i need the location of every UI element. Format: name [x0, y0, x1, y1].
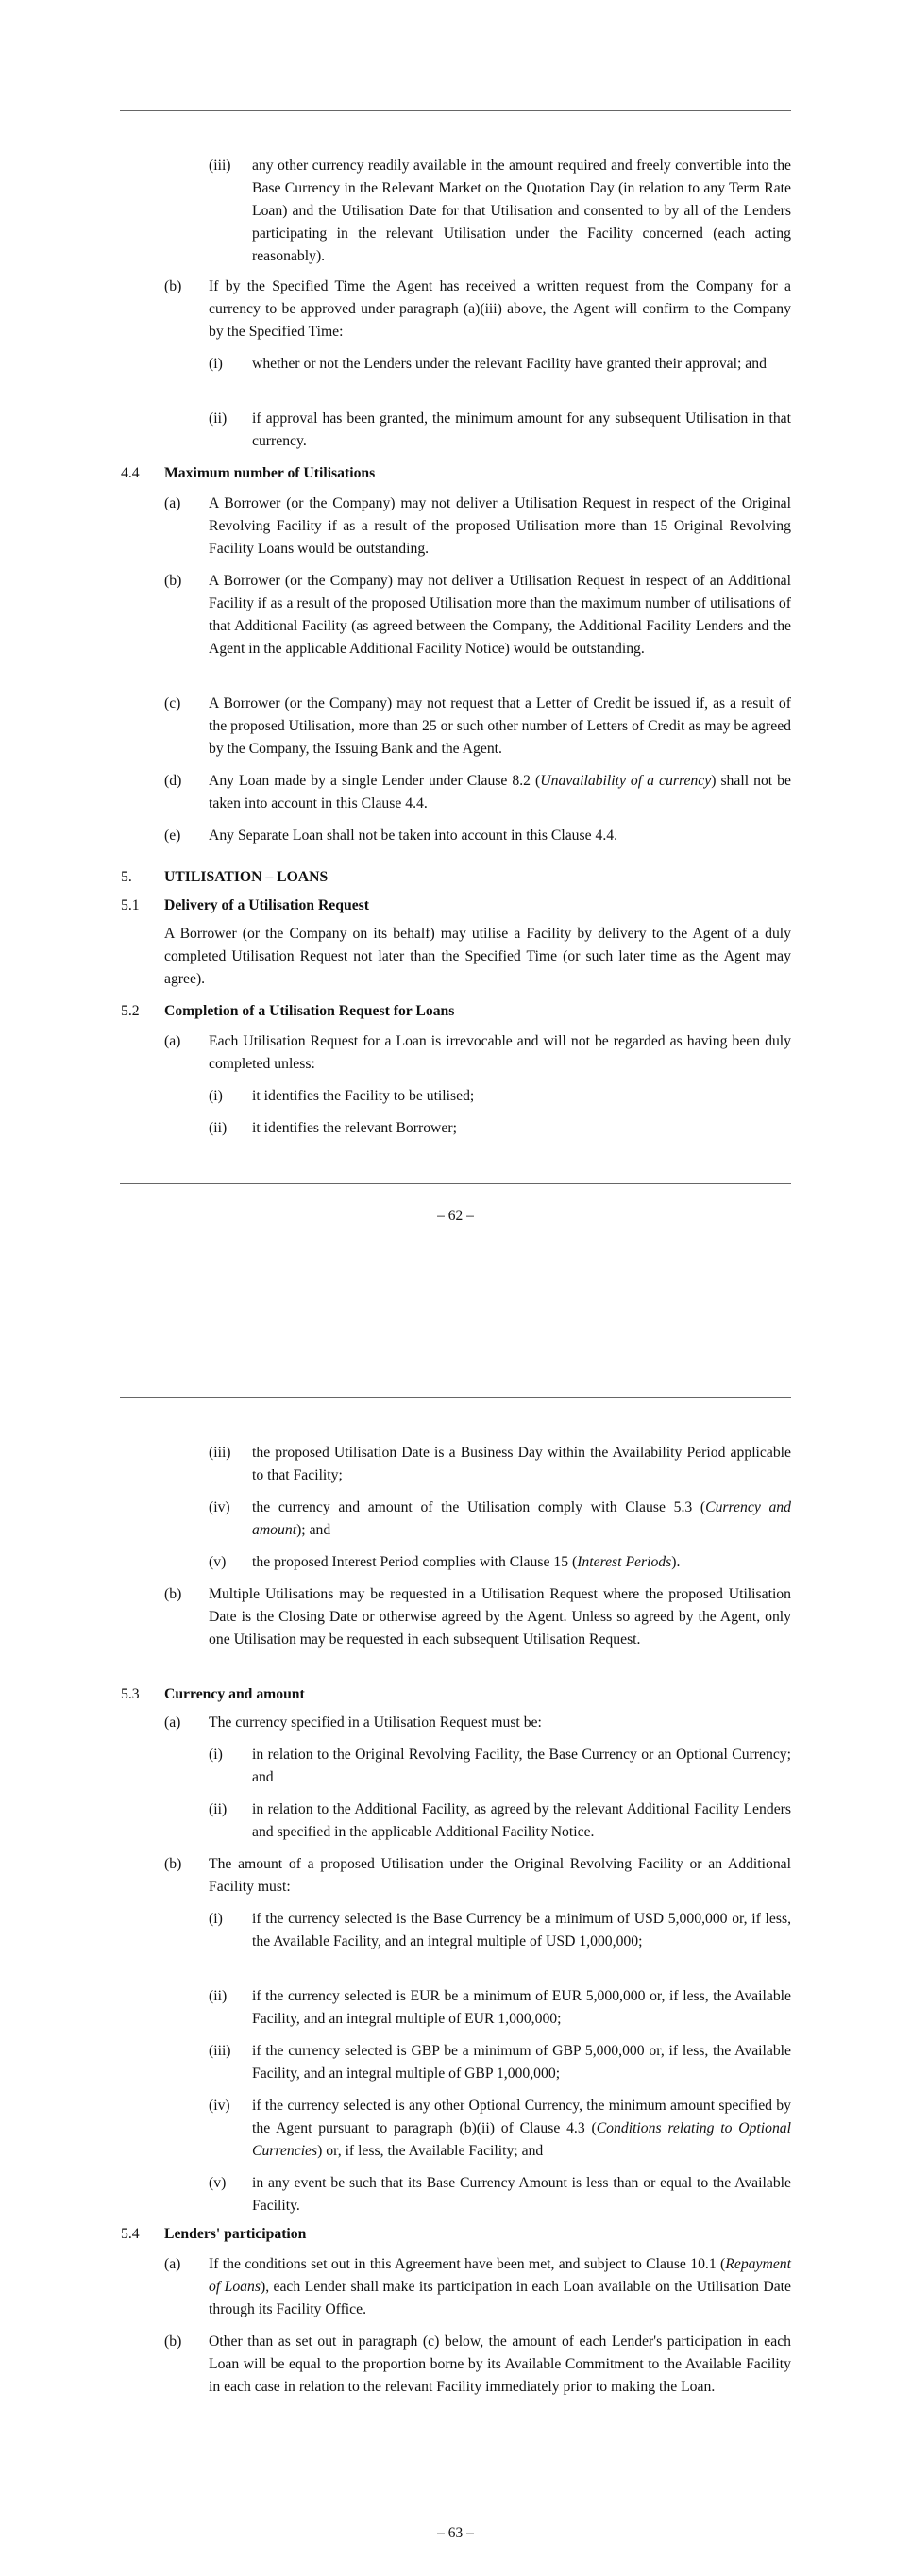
clause-label: (ii)	[209, 1801, 228, 1817]
section-heading: UTILISATION – LOANS	[164, 869, 329, 885]
clause-text: if the currency selected is the Base Currency be a minimum of USD 5,000,000 or, if less, the Available Facility, and an integral multiple of USD 1,000,000;	[252, 1911, 791, 1949]
section-heading: Maximum number of Utilisations	[164, 465, 376, 481]
clause-label: (iv)	[209, 2098, 230, 2114]
section-number: 5.3	[121, 1686, 140, 1702]
clause-label: (ii)	[209, 1988, 228, 2004]
clause-label: (i)	[209, 1088, 223, 1104]
clause-label: (a)	[164, 1715, 181, 1731]
clause-text: if the currency selected is EUR be a minimum of EUR 5,000,000 or, if less, the Available Facility, and an integral multiple of EUR 1,000,000;	[252, 1988, 791, 2027]
clause-text: in relation to the Additional Facility, as agreed by the relevant Additional Facility Lenders and specified in the applicable Additional Facility Notice.	[252, 1801, 791, 1840]
clause-text: If the conditions set out in this Agreement have been met, and subject to Clause 10.1 (Repayment of Loans), each Lender shall make its participation in each Loan available on the Utilisation Date through its Facility Office.	[209, 2256, 791, 2317]
section-heading: Currency and amount	[164, 1686, 305, 1702]
clause-text: A Borrower (or the Company) may not deliver a Utilisation Request in respect of an Additional Facility if as a result of the proposed Utilisation more than the maximum number of utilisations of that Additional Facility (as agreed between the Company, the Additional Facility Lenders and the Agent in the applicable Additional Facility Notice) would be outstanding.	[209, 573, 791, 657]
clause-label: (a)	[164, 2256, 181, 2272]
page-number: – 62 –	[437, 1208, 474, 1224]
header-rule	[120, 1397, 791, 1398]
clause-text: the proposed Interest Period complies with Clause 15 (Interest Periods).	[252, 1554, 681, 1570]
clause-label: (v)	[209, 2175, 227, 2191]
clause-label: (b)	[164, 2333, 182, 2350]
clause-label: (c)	[164, 695, 181, 711]
clause-label: (i)	[209, 1911, 223, 1927]
clause-text: in any event be such that its Base Currency Amount is less than or equal to the Available Facility.	[252, 2175, 791, 2214]
clause-text: The currency specified in a Utilisation Request must be:	[209, 1715, 542, 1731]
clause-label: (b)	[164, 573, 182, 589]
footer-rule	[120, 1183, 791, 1184]
clause-label: (iii)	[209, 158, 231, 174]
section-number: 5.1	[121, 897, 140, 913]
clause-label: (iv)	[209, 1499, 230, 1515]
clause-label: (i)	[209, 1747, 223, 1763]
clause-label: (i)	[209, 356, 223, 372]
header-rule	[120, 110, 791, 111]
clause-text: if the currency selected is any other Optional Currency, the minimum amount specified by the Agent pursuant to paragraph (b)(ii) of Clause 4.3 (Conditions relating to Optional Currencies) or, if less, the Available Facility; and	[252, 2098, 791, 2159]
clause-text: Each Utilisation Request for a Loan is irrevocable and will not be regarded as having been duly completed unless:	[209, 1033, 791, 1072]
clause-label: (iii)	[209, 2043, 231, 2059]
clause-text: Other than as set out in paragraph (c) below, the amount of each Lender's participation in each Loan will be equal to the proportion borne by its Available Commitment to the Available Facility in each case in relation to the relevant Facility immediately prior to making the Loan.	[209, 2333, 791, 2395]
clause-text: if approval has been granted, the minimum amount for any subsequent Utilisation in that currency.	[252, 410, 791, 449]
clause-text: the proposed Utilisation Date is a Business Day within the Availability Period applicable to that Facility;	[252, 1445, 791, 1483]
clause-text: if the currency selected is GBP be a minimum of GBP 5,000,000 or, if less, the Available Facility, and an integral multiple of GBP 1,000,000;	[252, 2043, 791, 2082]
clause-label: (iii)	[209, 1445, 231, 1461]
section-number: 5.	[121, 869, 132, 885]
section-number: 5.2	[121, 1003, 140, 1019]
clause-label: (ii)	[209, 410, 228, 427]
section-heading: Lenders' participation	[164, 2226, 307, 2242]
clause-text: A Borrower (or the Company on its behalf) may utilise a Facility by delivery to the Agent of a duly completed Utilisation Request not later than the Specified Time (or such later time as the Agent may agree).	[164, 926, 791, 987]
clause-label: (e)	[164, 828, 181, 844]
clause-text: the currency and amount of the Utilisation comply with Clause 5.3 (Currency and amount); and	[252, 1499, 791, 1538]
clause-text: The amount of a proposed Utilisation under the Original Revolving Facility or an Additional Facility must:	[209, 1856, 791, 1895]
section-number: 4.4	[121, 465, 140, 481]
clause-label: (v)	[209, 1554, 227, 1570]
clause-text: A Borrower (or the Company) may not deliver a Utilisation Request in respect of the Original Revolving Facility if as a result of the proposed Utilisation more than 15 Original Revolving Facility Loans would be outstanding.	[209, 495, 791, 557]
clause-text: If by the Specified Time the Agent has received a written request from the Company for a currency to be approved under paragraph (a)(iii) above, the Agent will confirm to the Company by the Specified Time:	[209, 278, 791, 340]
clause-label: (ii)	[209, 1120, 228, 1136]
clause-label: (b)	[164, 1586, 182, 1602]
clause-label: (b)	[164, 278, 182, 294]
clause-text: it identifies the Facility to be utilised;	[252, 1088, 475, 1104]
clause-label: (a)	[164, 1033, 181, 1049]
clause-text: Any Separate Loan shall not be taken into account in this Clause 4.4.	[209, 828, 618, 844]
clause-label: (a)	[164, 495, 181, 511]
section-number: 5.4	[121, 2226, 140, 2242]
clause-label: (b)	[164, 1856, 182, 1872]
clause-text: Any Loan made by a single Lender under Clause 8.2 (Unavailability of a currency) shall not be taken into account in this Clause 4.4.	[209, 773, 791, 811]
section-heading: Completion of a Utilisation Request for Loans	[164, 1003, 455, 1019]
clause-text: in relation to the Original Revolving Facility, the Base Currency or an Optional Currency; and	[252, 1747, 791, 1785]
section-heading: Delivery of a Utilisation Request	[164, 897, 369, 913]
clause-label: (d)	[164, 773, 182, 789]
clause-text: whether or not the Lenders under the relevant Facility have granted their approval; and	[252, 356, 767, 372]
page-number: – 63 –	[437, 2525, 474, 2541]
clause-text: Multiple Utilisations may be requested in a Utilisation Request where the proposed Utilisation Date is the Closing Date or otherwise agreed by the Agent. Unless so agreed by the Agent, only one Utilisation may be requested in each subsequent Utilisation Request.	[209, 1586, 791, 1648]
clause-text: A Borrower (or the Company) may not request that a Letter of Credit be issued if, as a result of the proposed Utilisation, more than 25 or such other number of Letters of Credit as may be agreed by the Company, the Issuing Bank and the Agent.	[209, 695, 791, 757]
clause-text: it identifies the relevant Borrower;	[252, 1120, 457, 1136]
clause-text: any other currency readily available in the amount required and freely convertible into the Base Currency in the Relevant Market on the Quotation Day (in relation to any Term Rate Loan) and the Utilisation Date for that Utilisation and consented to by all of the Lenders participating in the relevant Utilisation under the Facility concerned (each acting reasonably).	[252, 158, 791, 264]
